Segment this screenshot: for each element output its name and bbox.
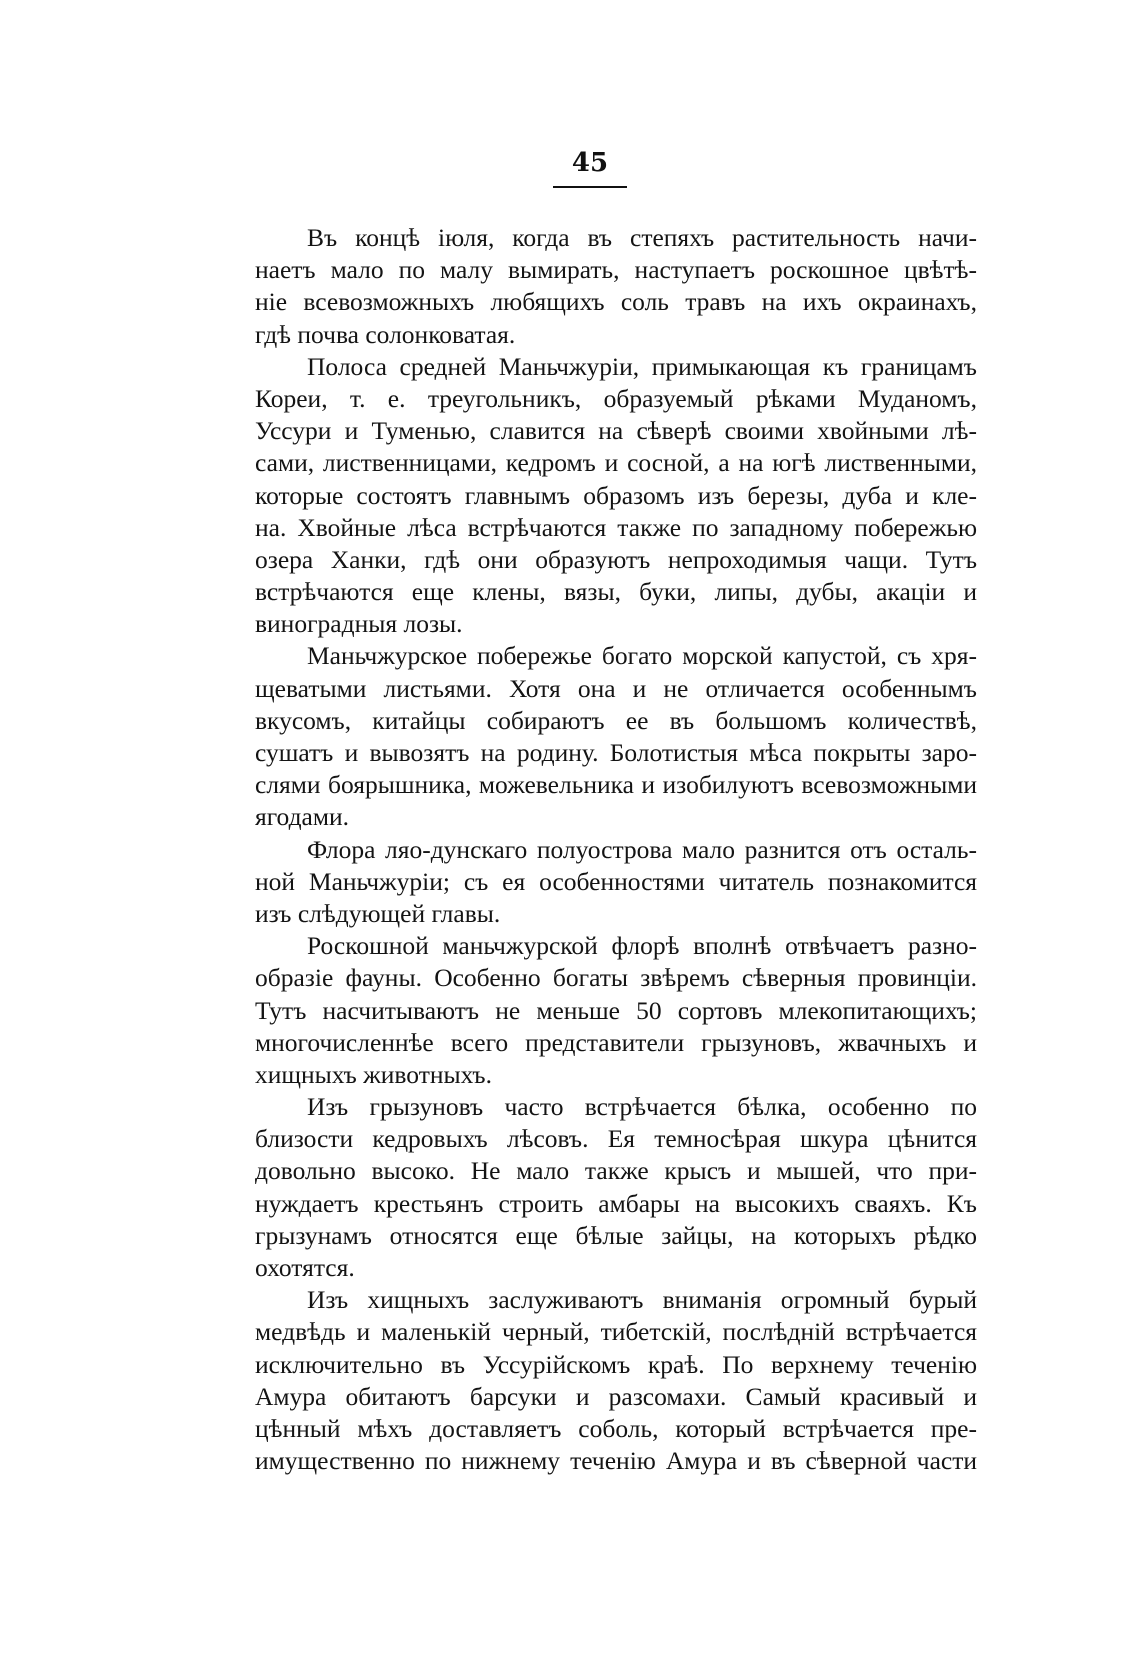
paragraph	[255, 222, 977, 351]
paragraph	[255, 1284, 977, 1477]
text-line: сами, лиственницами, кедромъ и сосной, а на югѣ лиственными,	[255, 448, 977, 478]
text-line: сушатъ и вывозятъ на родину. Болотистыя мѣса покрыты заро-	[255, 738, 977, 767]
text-line: охотятся.	[255, 1253, 355, 1282]
paragraph	[255, 640, 977, 833]
text-line: вкусомъ, китайцы собираютъ ее въ большомъ количествѣ,	[255, 705, 977, 735]
text-line: виноградныя лозы.	[255, 609, 463, 639]
text-line: имущественно по нижнему теченію Амура и въ сѣверной части	[255, 1446, 977, 1476]
text-line: довольно высоко. Не мало также крысъ и мышей, что при-	[255, 1156, 977, 1186]
text-line: исключительно въ Уссурійскомъ краѣ. По верхнему теченію	[255, 1349, 977, 1379]
paragraph	[255, 1091, 977, 1284]
text-line: нуждаетъ крестьянъ строить амбары на высокихъ сваяхъ. Къ	[255, 1188, 977, 1218]
text-line: наетъ мало по малу вымирать, наступаетъ роскошное цвѣтѣ-	[255, 255, 977, 285]
text-line: ніе всевозможныхъ любящихъ соль травъ на ихъ окраинахъ,	[255, 287, 977, 317]
text-line: Въ концѣ іюля, когда въ степяхъ растительность начи-	[307, 223, 977, 252]
text-line: ной Маньчжуріи; съ ея особенностями читатель познакомится	[255, 866, 977, 896]
text-line: ягодами.	[255, 802, 350, 832]
text-line: гдѣ почва солонковатая.	[255, 319, 516, 349]
text-line: Флора ляо-дунскаго полуострова мало разнится отъ осталь-	[307, 834, 977, 864]
text-line: близости кедровыхъ лѣсовъ. Ея темносѣрая шкура цѣнится	[255, 1124, 977, 1154]
text-line: встрѣчаются еще клены, вязы, буки, липы, дубы, акаціи и	[255, 577, 977, 607]
text-line: хищныхъ животныхъ.	[255, 1059, 492, 1089]
text-line: слями боярышника, можевельника и изобилуютъ всевозможными	[255, 770, 977, 800]
paragraph	[255, 351, 977, 641]
text-line: Полоса средней Маньчжуріи, примыкающая къ границамъ	[307, 351, 977, 381]
text-line: Тутъ насчитываютъ не меньше 50 сортовъ млекопитающихъ;	[255, 995, 977, 1025]
text-line: Амура обитаютъ барсуки и разсомахи. Самый красивый и	[255, 1381, 977, 1411]
text-line: Уссури и Туменью, славится на сѣверѣ своими хвойными лѣ-	[255, 416, 977, 446]
text-line: медвѣдь и маленькій черный, тибетскій, послѣдній встрѣчается	[255, 1317, 977, 1347]
text-line: изъ слѣдующей главы.	[255, 898, 501, 928]
paragraph	[255, 834, 977, 931]
page-number: 45	[571, 148, 609, 178]
text-line: на. Хвойные лѣса встрѣчаются также по западному побережью	[255, 512, 977, 542]
text-line: озера Ханки, гдѣ они образуютъ непроходимыя чащи. Тутъ	[255, 544, 977, 574]
text-line: Изъ хищныхъ заслуживаютъ вниманія огромный бурый	[307, 1285, 977, 1315]
page-number-rule	[553, 186, 627, 188]
paragraph	[255, 930, 977, 1091]
body-text	[255, 222, 977, 1477]
text-line: образіе фауны. Особенно богаты звѣремъ сѣверныя провинціи.	[255, 963, 977, 993]
text-line: Изъ грызуновъ часто встрѣчается бѣлка, особенно по	[307, 1092, 977, 1122]
text-line: Маньчжурское побережье богато морской капустой, съ хря-	[307, 641, 977, 671]
text-line: щеватыми листьями. Хотя она и не отличается особеннымъ	[255, 673, 977, 703]
text-line: Кореи, т. е. треугольникъ, образуемый рѣками Муданомъ,	[255, 383, 977, 413]
text-line: многочисленнѣе всего представители грызуновъ, жвачныхъ и	[255, 1027, 977, 1057]
text-line: грызунамъ относятся еще бѣлые зайцы, на которыхъ рѣдко	[255, 1220, 977, 1250]
text-line: цѣнный мѣхъ доставляетъ соболь, который встрѣчается пре-	[255, 1413, 977, 1443]
text-line: которые состоятъ главнымъ образомъ изъ березы, дуба и кле-	[255, 480, 977, 510]
text-line: Роскошной маньчжурской флорѣ вполнѣ отвѣчаетъ разно-	[307, 931, 977, 961]
